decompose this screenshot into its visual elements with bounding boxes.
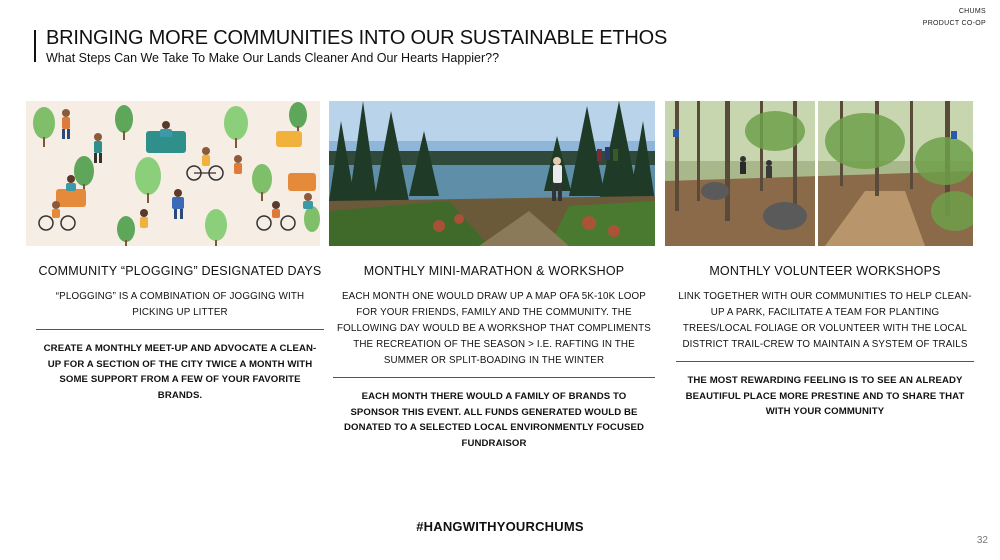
plogging-illustration <box>26 101 320 246</box>
page-title: BRINGING MORE COMMUNITIES INTO OUR SUSTAINABLE ETHOS <box>46 27 668 49</box>
volunteer-heading: MONTHLY VOLUNTEER WORKSHOPS <box>709 264 941 278</box>
marathon-column <box>327 264 661 451</box>
brand-block <box>923 6 986 30</box>
volunteer-description: LINK TOGETHER WITH OUR COMMUNITIES TO HELP CLEAN-UP A PARK, FACILITATE A TEAM FOR PLANTING TREES/LOCAL FOLIAGE OR VOLUNTEER WITH THE LOCAL DISTRICT TRAIL-CREW TO MAINTAIN A SYSTEM OF TRAILS <box>678 291 972 350</box>
divider <box>36 329 324 330</box>
divider <box>333 377 655 378</box>
brand-tagline: PRODUCT CO-OP <box>922 20 986 27</box>
plogging-heading: COMMUNITY “PLOGGING” DESIGNATED DAYS <box>38 264 322 278</box>
plogging-note: CREATE A MONTHLY MEET-UP AND ADVOCATE A CLEAN-UP FOR A SECTION OF THE CITY TWICE A MONTH WITH SOME SUPPORT FROM A FEW OF YOUR FAVORITE BRANDS. <box>43 343 317 401</box>
marathon-description: EACH MONTH ONE WOULD DRAW UP A MAP OFA 5K-10K LOOP FOR YOUR FRIENDS, FAMILY AND THE COMMUNITY. THE FOLLOWING DAY WOULD BE A WORKSHOP THAT COMPLIMENTS THE RECREATION OF THE SEASON > I.E. RAFTING IN THE SUMMER OR SPLIT-BOADING IN THE WINTER <box>337 291 651 366</box>
page-subtitle: What Steps Can We Take To Make Our Lands Cleaner And Our Hearts Happier?? <box>46 51 500 65</box>
marathon-heading: MONTHLY MINI-MARATHON & WORKSHOP <box>363 264 625 278</box>
plogging-description: “PLOGGING” IS A COMBINATION OF JOGGING WITH PICKING UP LITTER <box>55 291 305 318</box>
trail-run-photo <box>329 101 655 246</box>
page-number: 32 <box>976 535 988 546</box>
divider <box>676 361 974 362</box>
title-accent-bar <box>34 30 36 62</box>
footer-hashtag: #HANGWITHYOURCHUMS <box>416 519 584 534</box>
plogging-column <box>30 264 330 403</box>
volunteer-note: THE MOST REWARDING FEELING IS TO SEE AN ALREADY BEAUTIFUL PLACE MORE PRESTINE AND TO SHARE THAT WITH YOUR COMMUNITY <box>685 375 965 417</box>
trail-crew-photo <box>665 101 973 246</box>
brand-name: CHUMS <box>958 8 986 15</box>
marathon-note: EACH MONTH THERE WOULD A FAMILY OF BRANDS TO SPONSOR THIS EVENT. ALL FUNDS GENERATED WOULD BE DONATED TO A SELECTED LOCAL ENVIRONMENTLY FOCUSED FUNDRAISOR <box>343 391 645 449</box>
volunteer-column <box>670 264 980 420</box>
